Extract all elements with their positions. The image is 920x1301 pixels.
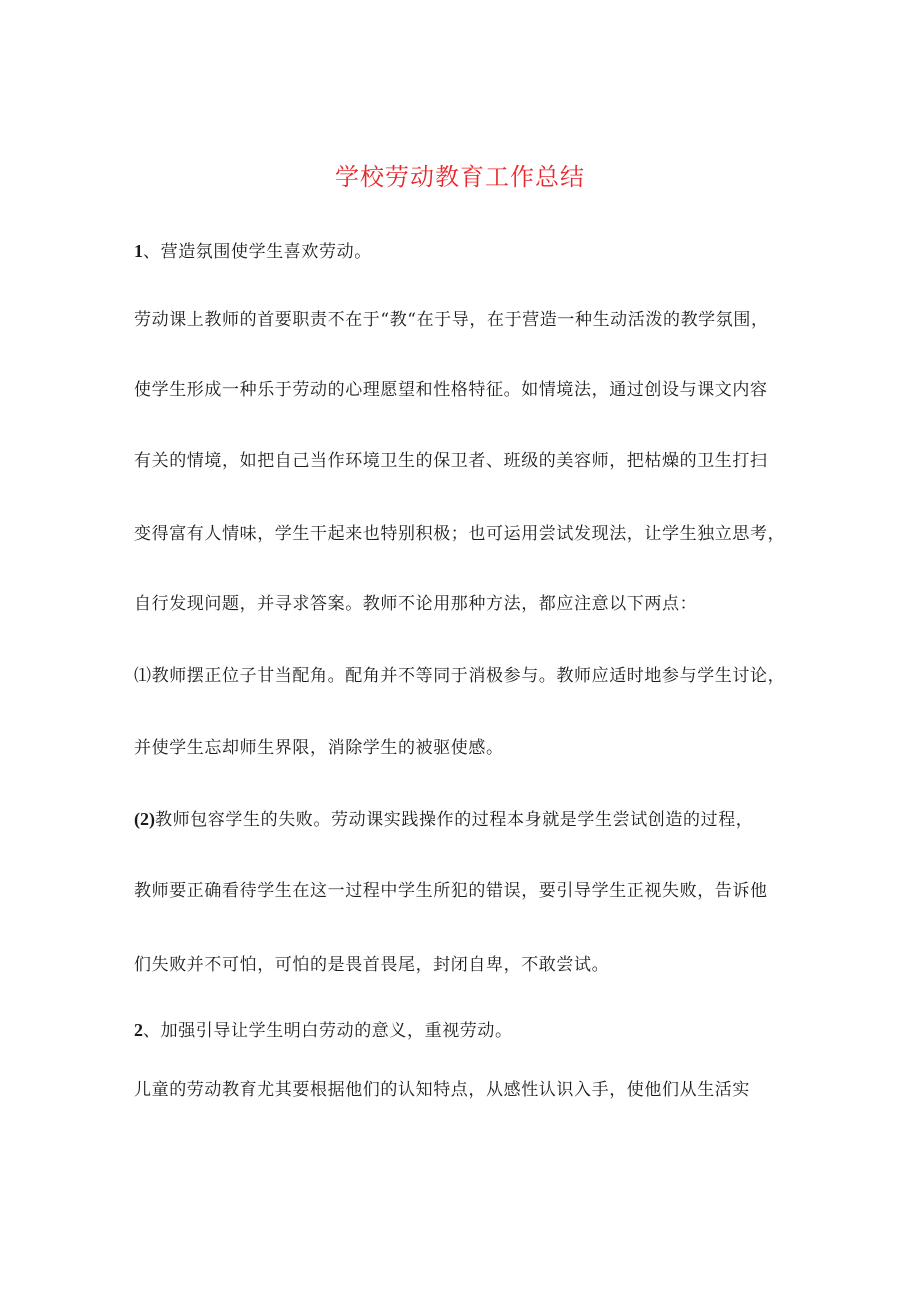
line-text: 教师要正确看待学生在这一过程中学生所犯的错误，要引导学生正视失败，告诉他 [134, 881, 768, 901]
text-line [134, 879, 768, 902]
line-text: 们失败并不可怕，可怕的是畏首畏尾，封闭自卑，不敢尝试。 [134, 955, 610, 975]
line-text: 并使学生忘却师生界限，消除学生的被驱使感。 [134, 738, 504, 758]
text-line [134, 449, 768, 472]
document-title: 学校劳动教育工作总结 [335, 163, 585, 191]
line-text: 教师包容学生的失败。劳动课实践操作的过程本身就是学生尝试创造的过程， [155, 810, 754, 830]
line-text: 使学生形成一种乐于劳动的心理愿望和性格特征。如情境法，通过创设与课文内容 [134, 380, 768, 400]
line-text: 变得富有人情味，学生干起来也特别积极；也可运用尝试发现法，让学生独立思考， [134, 524, 786, 544]
line-text: 劳动课上教师的首要职责不在于“教“在于导，在于营造一种生动活泼的教学氛围， [134, 310, 769, 330]
text-line [134, 240, 372, 263]
text-line [134, 808, 753, 831]
text-line [134, 522, 785, 545]
text-line [134, 378, 768, 401]
line-text: 有关的情境，如把自己当作环境卫生的保卫者、班级的美容师，把枯燥的卫生打扫 [134, 451, 768, 471]
line-text: 、营造氛围使学生喜欢劳动。 [143, 242, 372, 262]
text-line [134, 736, 504, 759]
line-text: 、加强引导让学生明白劳动的意义，重视劳动。 [143, 1021, 513, 1041]
text-line [134, 592, 697, 615]
section-number: 1 [134, 241, 143, 261]
line-text: 儿童的劳动教育尤其要根据他们的认知特点，从感性认识入手，使他们从生活实 [134, 1080, 750, 1100]
section-number: (2) [134, 809, 155, 829]
text-line [134, 308, 769, 331]
text-line [134, 664, 785, 687]
section-number: 2 [134, 1020, 143, 1040]
text-line [134, 1078, 750, 1101]
text-line [134, 1019, 513, 1042]
line-text: ⑴教师摆正位子甘当配角。配角并不等同于消极参与。教师应适时地参与学生讨论， [134, 666, 786, 686]
text-line [134, 953, 609, 976]
line-text: 自行发现问题，并寻求答案。教师不论用那种方法，都应注意以下两点： [134, 594, 698, 614]
